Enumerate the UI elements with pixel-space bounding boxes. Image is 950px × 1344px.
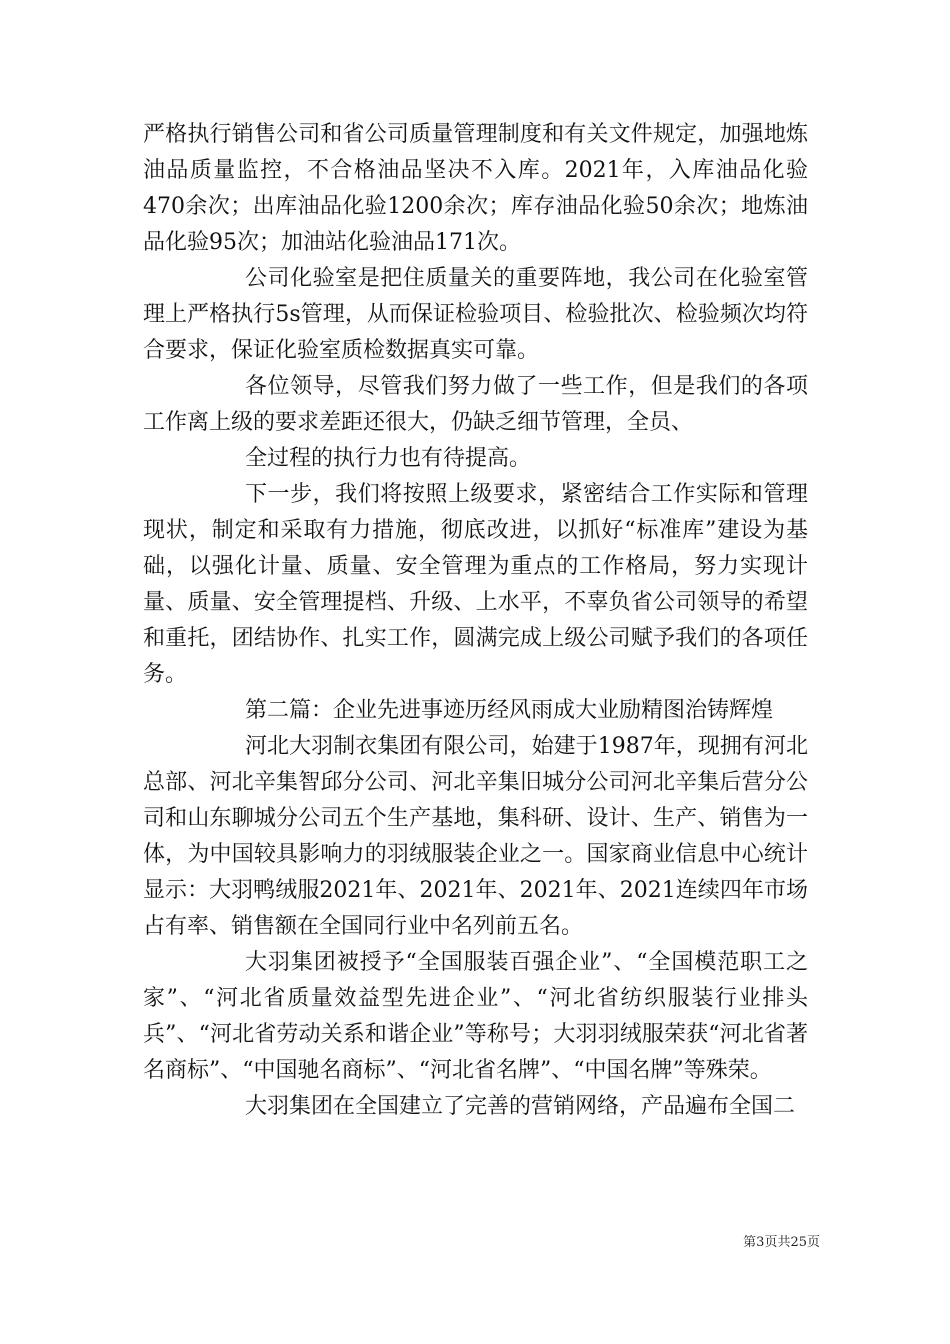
- paragraph-awards: 大羽集团被授予“全国服装百强企业”、“全国模范职工之家”、“河北省质量效益型先进企业”、“河北省纺织服装行业排头兵”、“河北省劳动关系和谐企业”等称号；大羽羽绒服荣获“河北省著名商标”、“中国驰名商标”、“河北省名牌”、“中国名牌”等殊荣。: [143, 950, 808, 1083]
- paragraph-next-steps: 下一步，我们将按照上级要求，紧密结合工作实际和管理现状，制定和采取有力措施，彻底改进，以抓好“标准库”建设为基础，以强化计量、质量、安全管理为重点的工作格局，努力实现计量、质量、安全管理提档、升级、上水平，不辜负省公司领导的希望和重托，团结协作、扎实工作，圆满完成上级公司赋予我们的各项任务。: [143, 482, 808, 687]
- paragraph-execution: 全过程的执行力也有待提高。: [245, 446, 532, 471]
- paragraph-leaders-gap: 各位领导，尽管我们努力做了一些工作，但是我们的各项工作离上级的要求差距还很大，仍缺乏细节管理，全员、: [143, 374, 808, 435]
- document-body: [143, 117, 808, 1125]
- section-heading-part-two: 第二篇：企业先进事迹历经风雨成大业励精图治铸辉煌: [245, 698, 774, 723]
- paragraph-quality-control: 严格执行销售公司和省公司质量管理制度和有关文件规定，加强地炼油品质量监控，不合格油品坚决不入库。2021年，入库油品化验470余次；出库油品化验1200余次；库存油品化验50余次；地炼油品化验95次；加油站化验油品171次。: [143, 122, 808, 255]
- paragraph-sales-network: 大羽集团在全国建立了完善的营销网络，产品遍布全国二: [245, 1094, 796, 1119]
- page-number: 第3页共25页: [743, 1235, 820, 1250]
- paragraph-lab-management: 公司化验室是把住质量关的重要阵地，我公司在化验室管理上严格执行5s管理，从而保证检验项目、检验批次、检验频次均符合要求，保证化验室质检数据真实可靠。: [143, 266, 808, 363]
- paragraph-company-intro: 河北大羽制衣集团有限公司，始建于1987年，现拥有河北总部、河北辛集智邱分公司、河北辛集旧城分公司河北辛集后营分公司和山东聊城分公司五个生产基地，集科研、设计、生产、销售为一体，为中国较具影响力的羽绒服装企业之一。国家商业信息中心统计显示：大羽鸭绒服2021年、2021年、2021年、2021连续四年市场占有率、销售额在全国同行业中名列前五名。: [143, 734, 808, 939]
